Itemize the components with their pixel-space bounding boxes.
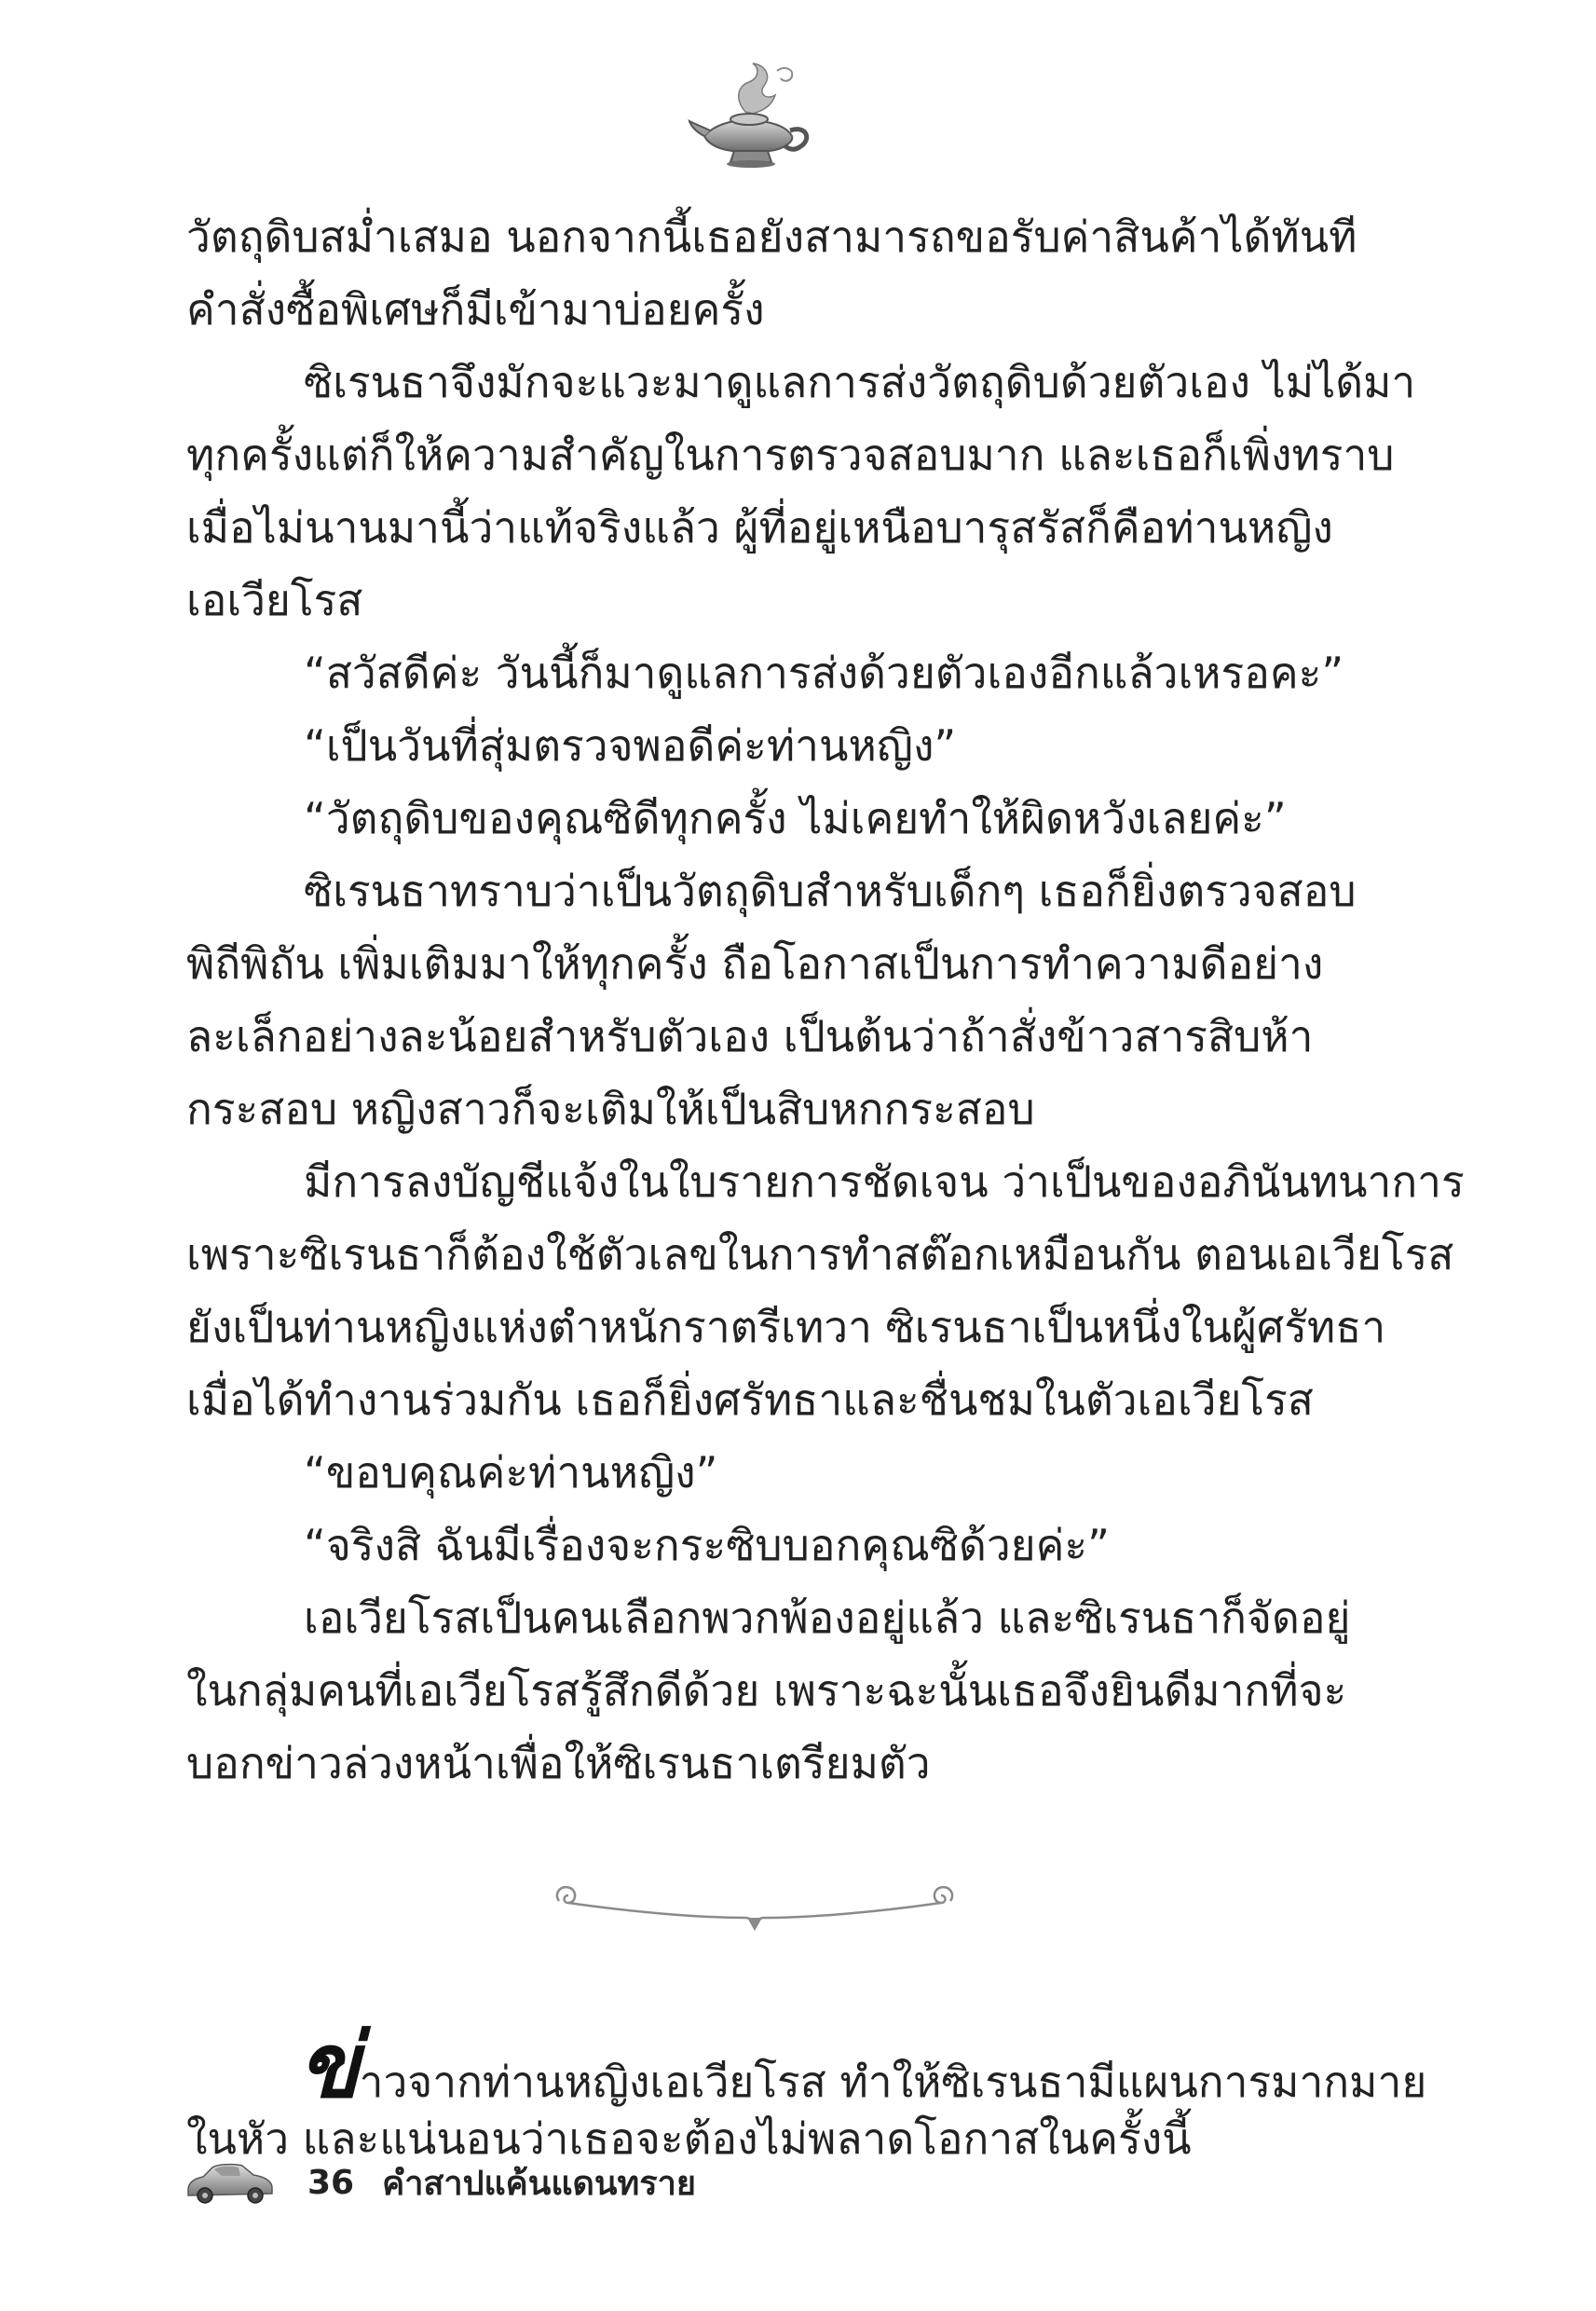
text-line: บอกข่าวล่วงหน้าเพื่อให้ซิเรนธาเตรียมตัว bbox=[186, 1738, 931, 1788]
genie-lamp-icon bbox=[688, 58, 818, 170]
book-title: คำสาปแค้นแดนทราย bbox=[382, 2164, 696, 2203]
dialogue-line: “สวัสดีค่ะ วันนี้ก็มาดูแลการส่งด้วยตัวเองอีกแล้วเหรอคะ” bbox=[304, 648, 1344, 698]
text-line: เมื่อไม่นานมานี้ว่าแท้จริงแล้ว ผู้ที่อยู่เหนือบารุสรัสก็คือท่านหญิง bbox=[186, 502, 1333, 553]
text-line: เพราะซิเรนธาก็ต้องใช้ตัวเลขในการทำสต๊อกเหมือนกัน ตอนเอเวียโรส bbox=[186, 1229, 1454, 1279]
text-line: ซิเรนธาจึงมักจะแวะมาดูแลการส่งวัตถุดิบด้วยตัวเอง ไม่ได้มา bbox=[304, 357, 1416, 407]
text-line: เอเวียโรสเป็นคนเลือกพวกพ้องอยู่แล้ว และซิเรนธาก็จัดอยู่ bbox=[304, 1593, 1351, 1643]
text-line: ทุกครั้งแต่ก็ให้ความสำคัญในการตรวจสอบมาก และเธอก็เพิ่งทราบ bbox=[186, 430, 1395, 480]
text-line: กระสอบ หญิงสาวก็จะเติมให้เป็นสิบหกกระสอบ bbox=[186, 1084, 1035, 1134]
dialogue-line: “เป็นวันที่สุ่มตรวจพอดีค่ะท่านหญิง” bbox=[304, 720, 957, 771]
text-line: ละเล็กอย่างละน้อยสำหรับตัวเอง เป็นต้นว่าถ้าสั่งข้าวสารสิบห้า bbox=[186, 1011, 1314, 1061]
chapter-second-line: ในหัว และแน่นอนว่าเธอจะต้องไม่พลาดโอกาสในครั้งนี้ bbox=[186, 2113, 1192, 2164]
dialogue-line: “ขอบคุณค่ะท่านหญิง” bbox=[304, 1447, 718, 1497]
car-icon bbox=[184, 2158, 276, 2207]
text-line: ซิเรนธาทราบว่าเป็นวัตถุดิบสำหรับเด็กๆ เธอก็ยิ่งตรวจสอบ bbox=[304, 866, 1357, 916]
body-text bbox=[186, 200, 1465, 1799]
text-line: ในกลุ่มคนที่เอเวียโรสรู้สึกดีด้วย เพราะฉะนั้นเธอจึงยินดีมากที่จะ bbox=[186, 1665, 1347, 1716]
page-number: 36 bbox=[307, 2163, 355, 2202]
flourish-divider-icon bbox=[550, 1880, 960, 1940]
dialogue-line: “วัตถุดิบของคุณซิดีทุกครั้ง ไม่เคยทำให้ผิดหวังเลยค่ะ” bbox=[304, 793, 1287, 843]
chapter-opening bbox=[186, 2013, 1427, 2175]
chapter-line-rest: าวจากท่านหญิงเอเวียโรส ทำให้ซิเรนธามีแผนการมากมาย bbox=[359, 2057, 1427, 2107]
text-line: คำสั่งซื้อพิเศษก็มีเข้ามาบ่อยครั้ง bbox=[186, 284, 765, 335]
text-line: พิถีพิถัน เพิ่มเติมมาให้ทุกครั้ง ถือโอกาสเป็นการทำความดีอย่าง bbox=[186, 938, 1324, 989]
text-line: เอเวียโรส bbox=[186, 575, 363, 625]
text-line: มีการลงบัญชีแจ้งในใบรายการชัดเจน ว่าเป็นของอภินันทนาการ bbox=[304, 1156, 1465, 1207]
drop-cap: ข่ bbox=[298, 2013, 360, 2118]
text-line: วัตถุดิบสม่ำเสมอ นอกจากนี้เธอยังสามารถขอรับค่าสินค้าได้ทันที bbox=[186, 212, 1357, 262]
text-line: เมื่อได้ทำงานร่วมกัน เธอก็ยิ่งศรัทธาและชื่นชมในตัวเอเวียโรส bbox=[186, 1374, 1314, 1425]
text-line: ยังเป็นท่านหญิงแห่งตำหนักราตรีเทวา ซิเรนธาเป็นหนึ่งในผู้ศรัทธา bbox=[186, 1302, 1386, 1352]
dialogue-line: “จริงสิ ฉันมีเรื่องจะกระซิบบอกคุณซิด้วยค่ะ” bbox=[304, 1520, 1110, 1570]
page-footer bbox=[184, 2154, 696, 2210]
chapter-first-line bbox=[186, 2013, 1427, 2118]
